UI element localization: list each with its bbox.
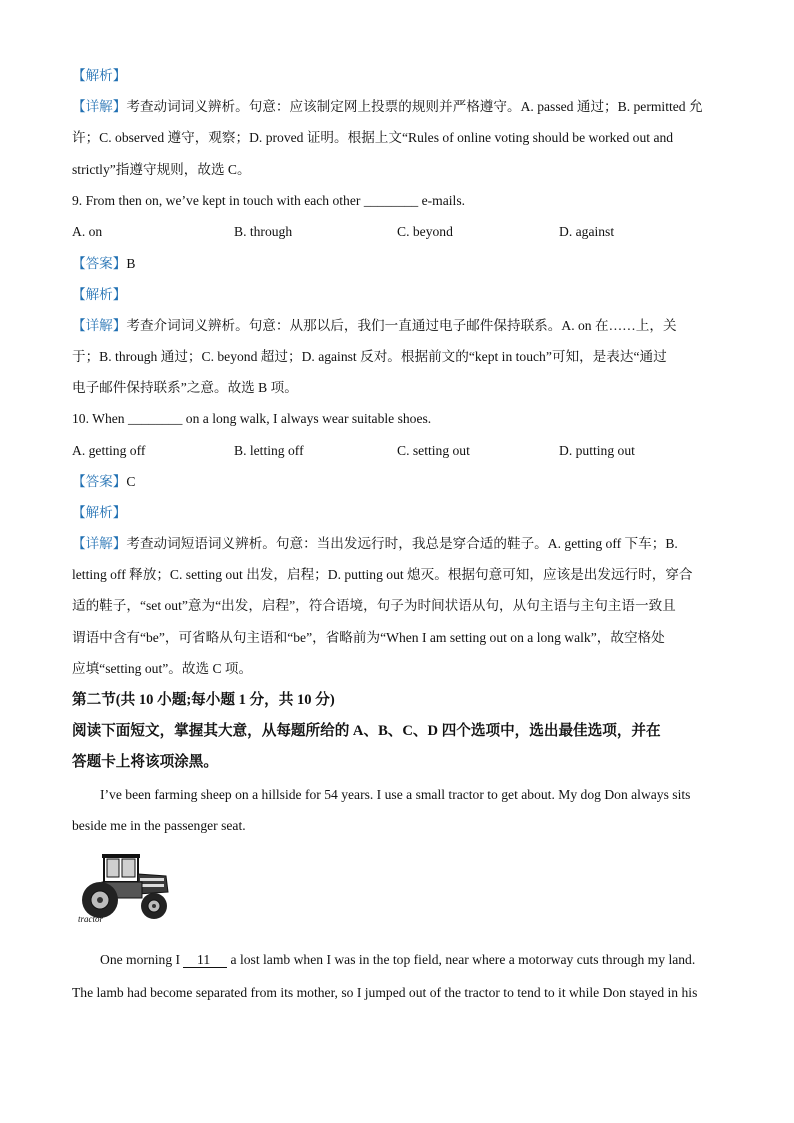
q10-answer: 【答案】C (72, 474, 136, 489)
q9-option-a: A. on (72, 224, 103, 239)
q9-blank: ________ (363, 193, 419, 208)
q10-option-c: C. setting out (397, 443, 470, 458)
tractor-image (74, 852, 174, 930)
q10-blank: ________ (128, 411, 183, 426)
passage-p2-line-1: One morning I 11 a lost lamb when I was in the top field, near where a motorway cuts through my land. (100, 952, 696, 967)
passage-p1-line-2: beside me in the passenger seat. (72, 818, 246, 833)
q10-jiexi: 【解析】 (72, 505, 127, 520)
q9-detail-line-3: 电子邮件保持联系”之意。故选 B 项。 (72, 380, 298, 395)
section2-instruction-line-2: 答题卡上将该项涂黑。 (72, 754, 218, 770)
section2-instruction-line-1: 阅读下面短文，掌握其大意，从每题所给的 A、B、C、D 四个选项中，选出最佳选项，并在 (72, 723, 661, 739)
q9-detail-line-1: 【详解】考查介词词义辨析。句意：从那以后，我们一直通过电子邮件保持联系。A. on 在……上，关 (72, 318, 677, 333)
q9-option-b: B. through (234, 224, 293, 239)
blank-11: 11 (183, 953, 227, 968)
q10-detail-line-4: 谓语中含有“be”，可省略从句主语和“be”，省略前为“When I am setting out on a long walk”，故空格处 (72, 630, 665, 645)
q10-stem: 10. When ________ on a long walk, I always wear suitable shoes. (72, 411, 432, 426)
q10-detail-line-1: 【详解】考查动词短语词义辨析。句意：当出发远行时，我总是穿合适的鞋子。A. getting off 下车；B. (72, 536, 678, 551)
passage-p2-line-2: The lamb had become separated from its mother, so I jumped out of the tractor to tend to it while Don stayed in his (72, 985, 698, 1000)
passage-p1-line-1: I’ve been farming sheep on a hillside for 54 years. I use a small tractor to get about. My dog Don always sits (100, 787, 691, 802)
q9-detail-line-2: 于；B. through 通过；C. beyond 超过；D. against 反对。根据前文的“kept in touch”可知，是表达“通过 (72, 349, 667, 364)
q9-stem: 9. From then on, we’ve kept in touch with each other ________ e-mails. (72, 193, 466, 208)
q9-jiexi: 【解析】 (72, 287, 127, 302)
image-caption: tractor (78, 914, 104, 924)
q10-option-a: A. getting off (72, 443, 146, 458)
q9-answer: 【答案】B (72, 256, 136, 271)
q10-detail-line-3: 适的鞋子，“set out”意为“出发，启程”，符合语境，句子为时间状语从句，从句主语与主句主语一致且 (72, 598, 676, 613)
q10-detail-line-2: letting off 释放；C. setting out 出发，启程；D. putting out 熄灭。根据句意可知，应该是出发远行时，穿合 (72, 567, 693, 582)
q9-option-c: C. beyond (397, 224, 453, 239)
q9-option-d: D. against (559, 224, 615, 239)
q10-option-d: D. putting out (559, 443, 635, 458)
q8-jiexi: 【解析】 (72, 68, 127, 83)
q10-detail-line-5: 应填“setting out”。故选 C 项。 (72, 661, 253, 676)
q8-detail-line-3: strictly”指遵守规则，故选 C。 (72, 162, 251, 177)
q8-detail-line-2: 许；C. observed 遵守，观察；D. proved 证明。根据上文“Rules of online voting should be worked out and (72, 130, 674, 145)
section2-heading: 第二节(共 10 小题;每小题 1 分，共 10 分) (72, 692, 335, 708)
q8-detail-line-1: 【详解】考查动词词义辨析。句意：应该制定网上投票的规则并严格遵守。A. passed 通过；B. permitted 允 (72, 99, 703, 114)
q10-option-b: B. letting off (234, 443, 304, 458)
